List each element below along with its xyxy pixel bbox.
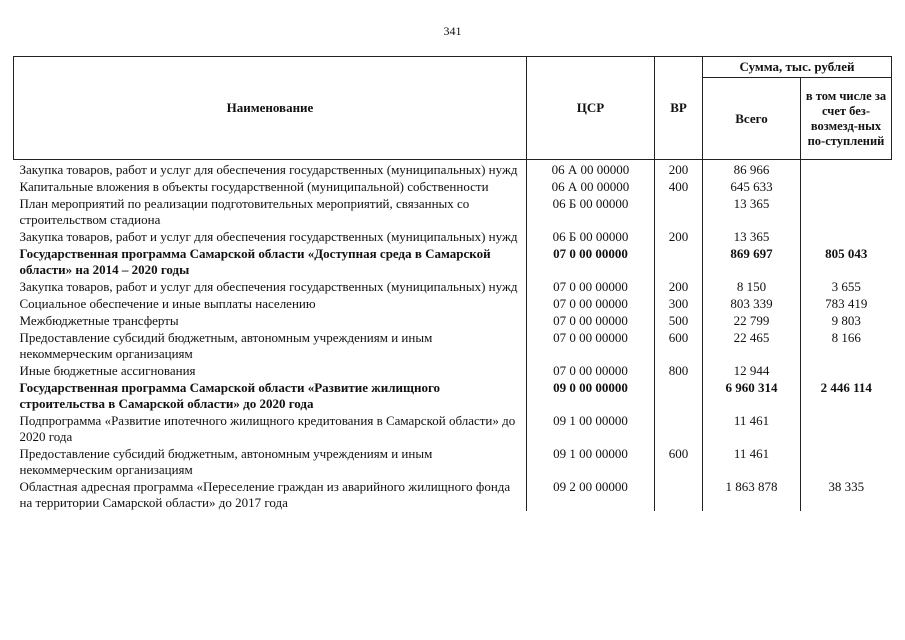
row-free-cell [801, 412, 892, 445]
row-vr-cell [655, 195, 703, 228]
header-name: Наименование [14, 57, 527, 160]
row-total-cell: 12 944 [703, 362, 801, 379]
row-vr-cell: 800 [655, 362, 703, 379]
row-total-cell: 22 465 [703, 329, 801, 362]
row-free-cell [801, 362, 892, 379]
row-name-cell: Межбюджетные трансферты [19, 313, 179, 328]
row-name-cell: Закупка товаров, работ и услуг для обеспечения государственных (муниципальных) нужд [19, 279, 518, 294]
row-name-cell: Социальное обеспечение и иные выплаты населению [19, 296, 316, 311]
row-csr-cell: 07 0 00 00000 [527, 245, 655, 278]
row-free-cell: 805 043 [801, 245, 892, 278]
header-vr: ВР [655, 57, 703, 160]
row-free-cell: 783 419 [801, 295, 892, 312]
row-csr-cell: 09 1 00 00000 [527, 412, 655, 445]
row-free-cell [801, 195, 892, 228]
table-row [14, 228, 892, 245]
row-total-cell: 11 461 [703, 412, 801, 445]
row-vr-cell: 600 [655, 445, 703, 478]
row-vr-cell [655, 478, 703, 511]
row-csr-cell: 06 А 00 00000 [527, 160, 655, 179]
table-row [14, 478, 892, 511]
row-total-cell: 13 365 [703, 228, 801, 245]
row-free-cell: 38 335 [801, 478, 892, 511]
row-vr-cell: 200 [655, 228, 703, 245]
budget-table [13, 56, 892, 511]
header-total: Всего [703, 78, 801, 160]
page-number: 341 [443, 24, 462, 38]
row-name-cell: Государственная программа Самарской области «Развитие жилищного строительства в Самарской области» до 2020 года [19, 380, 441, 411]
table-row [14, 295, 892, 312]
row-name-cell: План мероприятий по реализации подготовительных мероприятий, связанных со строительством стадиона [19, 196, 470, 227]
row-csr-cell: 09 1 00 00000 [527, 445, 655, 478]
table-row [14, 329, 892, 362]
table-row [14, 312, 892, 329]
row-free-cell: 8 166 [801, 329, 892, 362]
row-csr-cell: 06 А 00 00000 [527, 178, 655, 195]
row-vr-cell: 300 [655, 295, 703, 312]
row-free-cell: 3 655 [801, 278, 892, 295]
row-free-cell: 2 446 114 [801, 379, 892, 412]
row-csr-cell: 09 2 00 00000 [527, 478, 655, 511]
table-row [14, 362, 892, 379]
row-vr-cell: 200 [655, 160, 703, 179]
row-vr-cell: 400 [655, 178, 703, 195]
row-name-cell: Капитальные вложения в объекты государственной (муниципальной) собственности [19, 179, 489, 194]
table-row [14, 245, 892, 278]
row-total-cell: 6 960 314 [703, 379, 801, 412]
row-csr-cell: 07 0 00 00000 [527, 362, 655, 379]
row-total-cell: 8 150 [703, 278, 801, 295]
row-free-cell [801, 160, 892, 179]
table-row [14, 160, 892, 179]
row-free-cell [801, 178, 892, 195]
table-body [14, 160, 892, 512]
header-csr: ЦСР [527, 57, 655, 160]
row-total-cell: 22 799 [703, 312, 801, 329]
row-csr-cell: 09 0 00 00000 [527, 379, 655, 412]
table-row [14, 445, 892, 478]
header-free: в том числе за счет без-возмезд-ных по-ступлений [801, 78, 892, 160]
table-row [14, 178, 892, 195]
table-row [14, 379, 892, 412]
row-vr-cell [655, 245, 703, 278]
row-total-cell: 1 863 878 [703, 478, 801, 511]
row-csr-cell: 06 Б 00 00000 [527, 228, 655, 245]
row-name-cell: Подпрограмма «Развитие ипотечного жилищного кредитования в Самарской области» до 2020 года [19, 413, 516, 444]
row-vr-cell: 500 [655, 312, 703, 329]
row-free-cell: 9 803 [801, 312, 892, 329]
table-row [14, 195, 892, 228]
row-free-cell [801, 228, 892, 245]
header-sum-group: Сумма, тыс. рублей [703, 57, 892, 78]
row-csr-cell: 07 0 00 00000 [527, 278, 655, 295]
table-row [14, 278, 892, 295]
row-total-cell: 803 339 [703, 295, 801, 312]
row-name-cell: Закупка товаров, работ и услуг для обеспечения государственных (муниципальных) нужд [19, 229, 518, 244]
row-csr-cell: 06 Б 00 00000 [527, 195, 655, 228]
row-csr-cell: 07 0 00 00000 [527, 329, 655, 362]
row-name-cell: Закупка товаров, работ и услуг для обеспечения государственных (муниципальных) нужд [19, 162, 518, 177]
row-vr-cell: 200 [655, 278, 703, 295]
row-name-cell: Иные бюджетные ассигнования [19, 363, 196, 378]
row-vr-cell [655, 412, 703, 445]
row-name-cell: Областная адресная программа «Переселение граждан из аварийного жилищного фонда на территории Самарской области» до 2017 года [19, 479, 511, 510]
row-total-cell: 86 966 [703, 160, 801, 179]
row-free-cell [801, 445, 892, 478]
row-total-cell: 645 633 [703, 178, 801, 195]
row-csr-cell: 07 0 00 00000 [527, 312, 655, 329]
row-csr-cell: 07 0 00 00000 [527, 295, 655, 312]
row-vr-cell: 600 [655, 329, 703, 362]
table-row [14, 412, 892, 445]
row-total-cell: 11 461 [703, 445, 801, 478]
row-name-cell: Государственная программа Самарской области «Доступная среда в Самарской области» на 2014 – 2020 годы [19, 246, 491, 277]
row-name-cell: Предоставление субсидий бюджетным, автономным учреждениям и иным некоммерческим организациям [19, 446, 433, 477]
table-header [14, 57, 892, 160]
row-vr-cell [655, 379, 703, 412]
row-total-cell: 13 365 [703, 195, 801, 228]
row-name-cell: Предоставление субсидий бюджетным, автономным учреждениям и иным некоммерческим организациям [19, 330, 433, 361]
row-total-cell: 869 697 [703, 245, 801, 278]
